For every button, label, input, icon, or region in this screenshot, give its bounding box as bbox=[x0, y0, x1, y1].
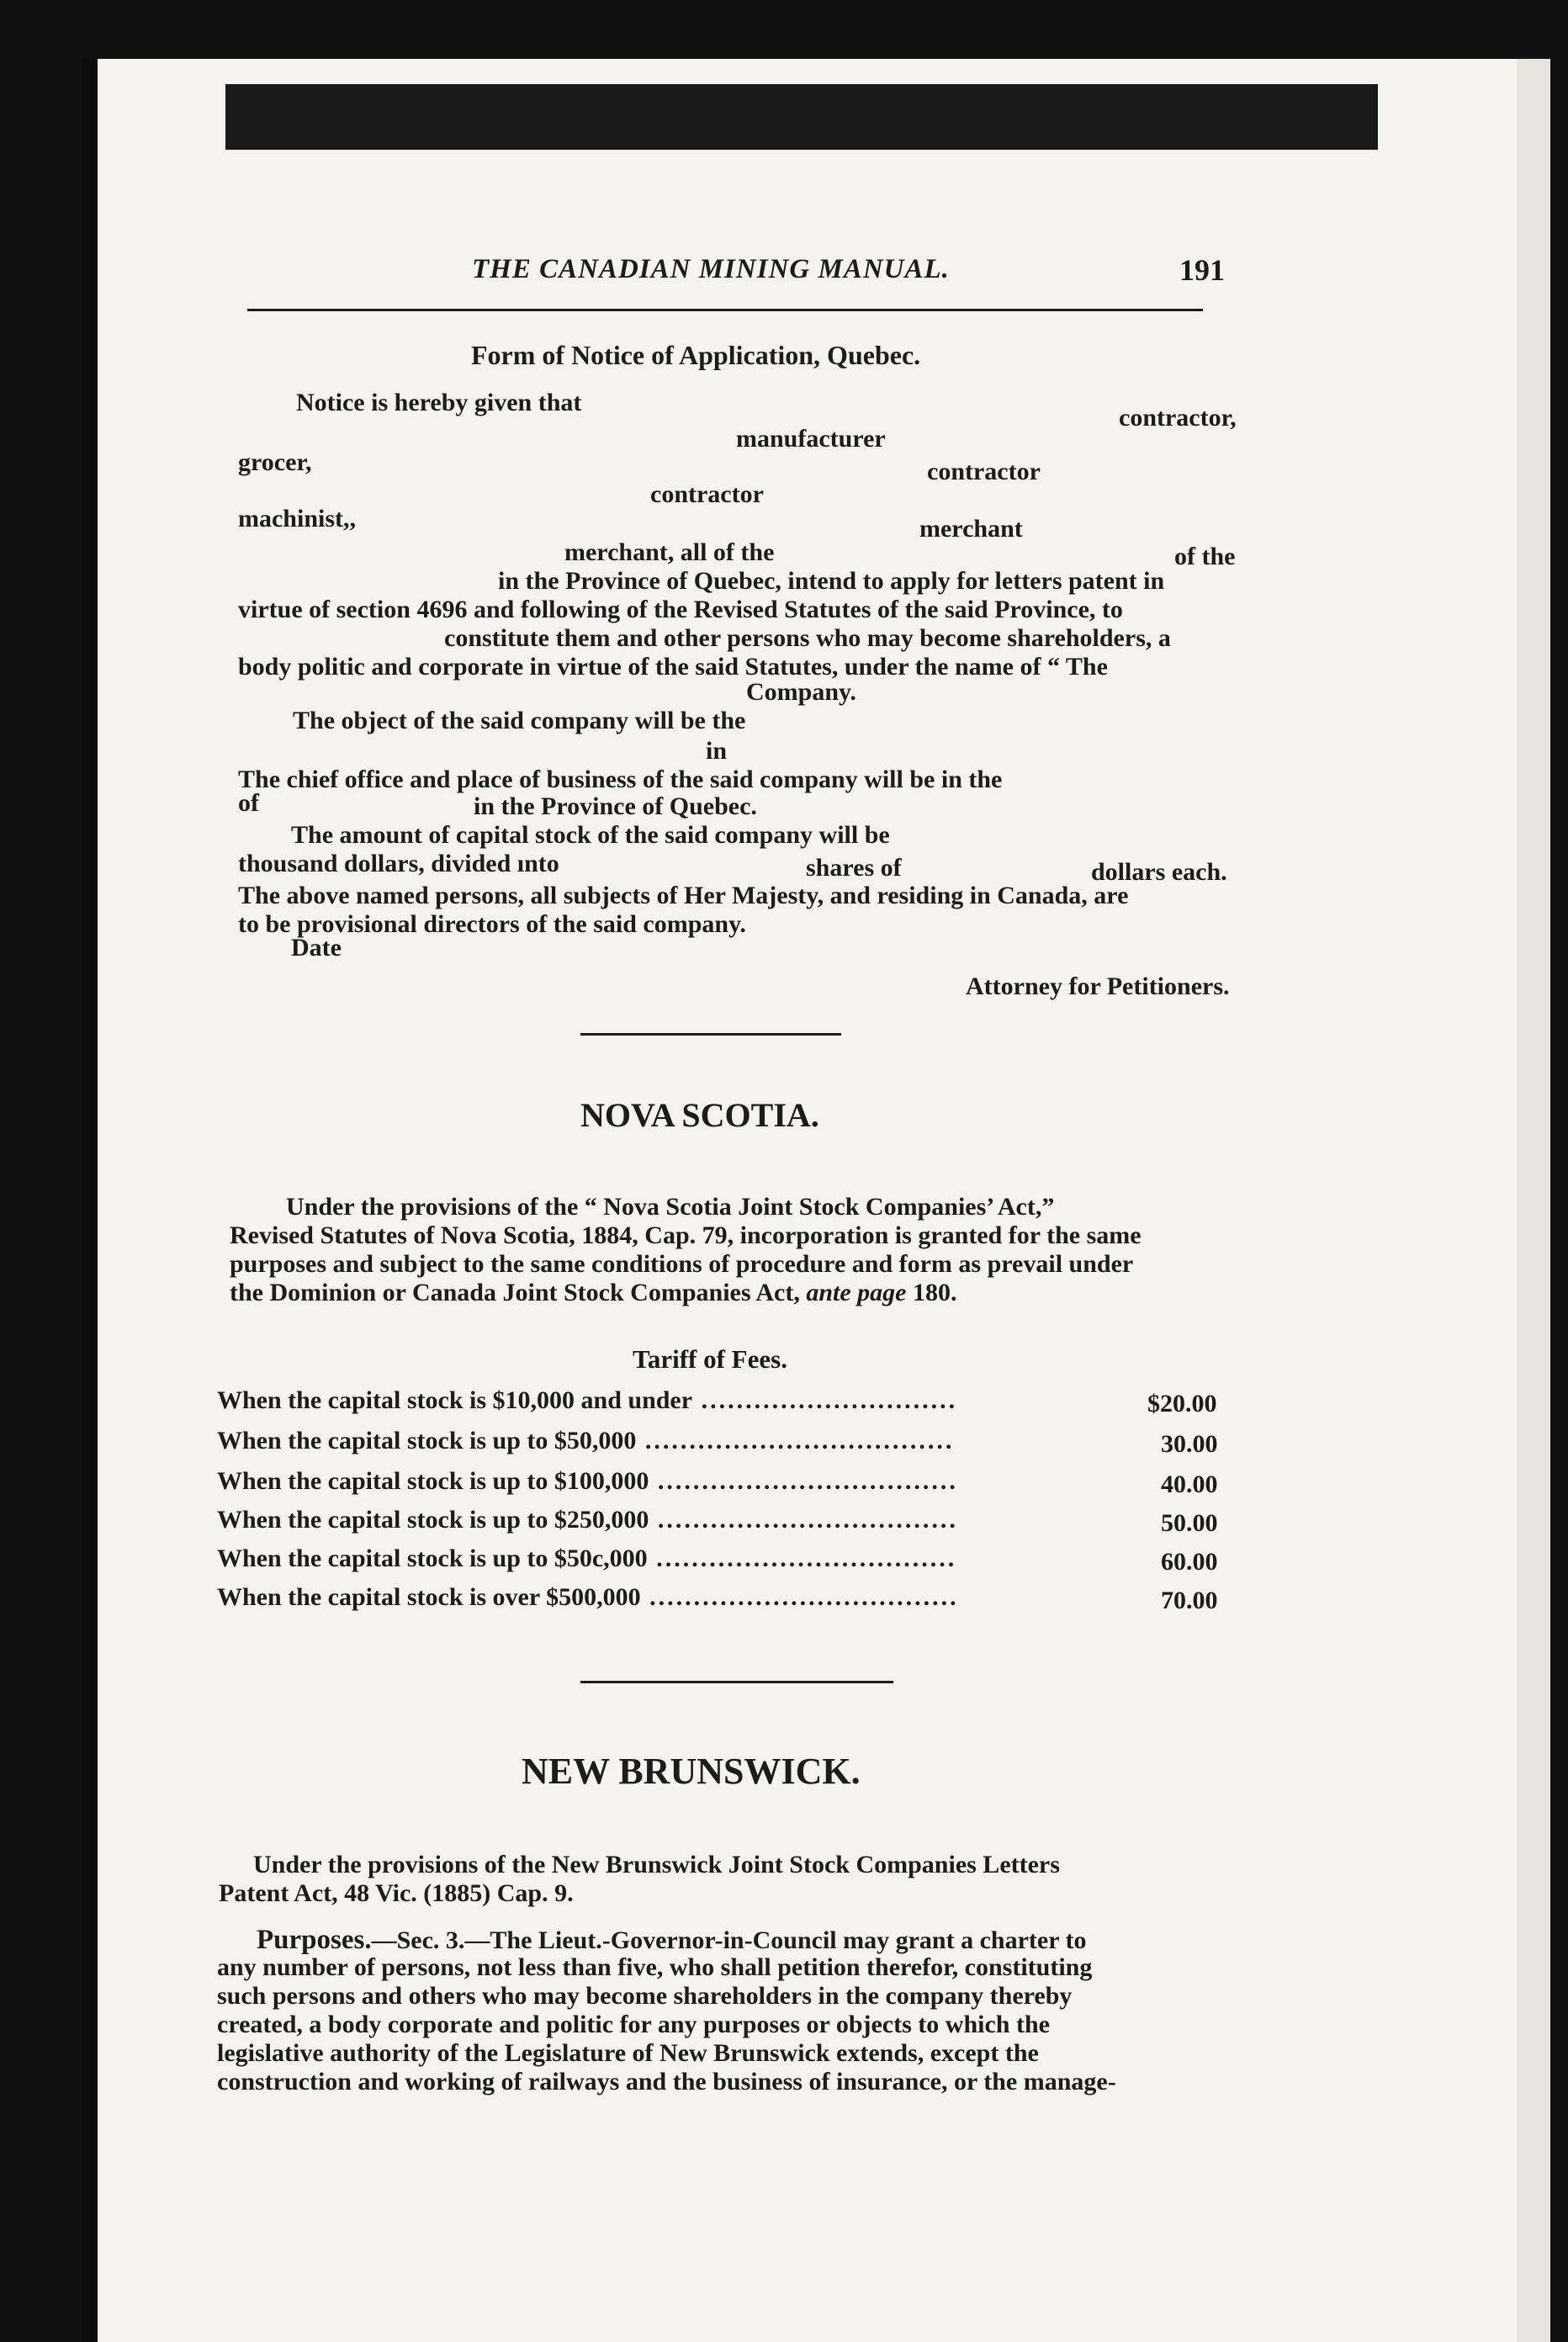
form-line: merchant, all of the bbox=[564, 538, 775, 566]
fee-label: When the capital stock is up to $50c,000 bbox=[217, 1545, 648, 1572]
fee-amount: 40.00 bbox=[1161, 1470, 1218, 1498]
form-line: merchant bbox=[919, 515, 1023, 543]
form-line: virtue of section 4696 and following of the Revised Statutes of the said Province, to bbox=[238, 596, 1123, 623]
nb-purposes-line: created, a body corporate and politic for any purposes or objects to which the bbox=[217, 2011, 1050, 2038]
fee-row bbox=[217, 1467, 958, 1496]
form-line: of the bbox=[1174, 543, 1236, 570]
fee-amount: 50.00 bbox=[1161, 1509, 1218, 1537]
fee-row bbox=[217, 1583, 959, 1612]
purposes-label: Purposes. bbox=[257, 1925, 372, 1955]
ns-para-italic: ante page bbox=[806, 1279, 907, 1306]
scanned-page bbox=[82, 59, 1550, 2342]
form-line: grocer, bbox=[238, 448, 312, 476]
section-divider bbox=[580, 1681, 893, 1683]
tariff-title: Tariff of Fees. bbox=[633, 1344, 787, 1374]
leader-dots: .................................. bbox=[649, 1467, 958, 1495]
purposes-text: —Sec. 3.—The Lieut.-Governor-in-Council may grant a charter to bbox=[371, 1926, 1087, 1954]
fee-amount: 30.00 bbox=[1161, 1430, 1218, 1458]
nb-purposes-line bbox=[257, 1925, 1086, 1956]
form-line: manufacturer bbox=[736, 425, 886, 453]
ns-para-line bbox=[230, 1279, 957, 1307]
leader-dots: ................................... bbox=[640, 1583, 959, 1611]
form-line: contractor bbox=[650, 480, 764, 508]
nb-intro-line: Patent Act, 48 Vic. (1885) Cap. 9. bbox=[219, 1879, 574, 1907]
fee-label: When the capital stock is up to $50,000 bbox=[217, 1427, 637, 1454]
form-line: The above named persons, all subjects of Her Majesty, and residing in Canada, are bbox=[238, 882, 1129, 909]
form-line: The chief office and place of business of the said company will be in the bbox=[238, 766, 1003, 793]
fee-row bbox=[217, 1427, 954, 1455]
nova-scotia-title: NOVA SCOTIA. bbox=[580, 1096, 819, 1134]
form-line: Company. bbox=[746, 678, 856, 706]
scan-border bbox=[225, 84, 1378, 150]
fee-label: When the capital stock is up to $100,000 bbox=[217, 1467, 649, 1495]
form-line: to be provisional directors of the said company. bbox=[238, 910, 746, 938]
fee-label: When the capital stock is up to $250,000 bbox=[217, 1506, 649, 1534]
form-line: shares of bbox=[806, 854, 902, 882]
form-line: contractor bbox=[927, 458, 1041, 485]
leader-dots: ................................... bbox=[636, 1427, 955, 1454]
ns-para-text: the Dominion or Canada Joint Stock Companies Act, bbox=[230, 1279, 800, 1306]
ns-para-end: 180. bbox=[913, 1279, 957, 1306]
fee-label: When the capital stock is $10,000 and under bbox=[217, 1386, 693, 1414]
form-line: The amount of capital stock of the said company will be bbox=[291, 821, 890, 849]
leader-dots: .................................. bbox=[647, 1545, 957, 1572]
nb-purposes-line: legislative authority of the Legislature of New Brunswick extends, except the bbox=[217, 2039, 1039, 2067]
running-title: THE CANADIAN MINING MANUAL. bbox=[472, 254, 950, 284]
form-line: body politic and corporate in virtue of the said Statutes, under the name of “ The bbox=[238, 653, 1108, 681]
nb-purposes-line: construction and working of railways and the business of insurance, or the manage- bbox=[217, 2068, 1116, 2096]
fee-amount: 70.00 bbox=[1161, 1587, 1218, 1614]
quebec-form-title: Form of Notice of Application, Quebec. bbox=[471, 340, 921, 370]
form-line: thousand dollars, divided ınto bbox=[238, 850, 559, 877]
page-number: 191 bbox=[1179, 253, 1225, 287]
form-line: of bbox=[238, 789, 259, 817]
form-line: dollars each. bbox=[1091, 858, 1227, 886]
form-line: contractor, bbox=[1119, 404, 1237, 432]
fee-amount: 60.00 bbox=[1161, 1548, 1218, 1576]
nb-intro-line: Under the provisions of the New Brunswick Joint Stock Companies Letters bbox=[253, 1851, 1060, 1878]
nb-purposes-line: such persons and others who may become shareholders in the company thereby bbox=[217, 1982, 1073, 2010]
page-edge bbox=[1517, 59, 1550, 2342]
header-rule bbox=[247, 309, 1203, 311]
form-line: The object of the said company will be the bbox=[293, 707, 746, 734]
form-line: machinist,, bbox=[238, 505, 357, 533]
fee-row bbox=[217, 1545, 956, 1573]
ns-para-line: purposes and subject to the same conditions of procedure and form as prevail under bbox=[230, 1250, 1134, 1278]
leader-dots: .................................. bbox=[649, 1506, 958, 1534]
form-line: in the Province of Quebec. bbox=[474, 792, 757, 820]
binding-shadow bbox=[82, 59, 98, 2342]
leader-dots: ............................. bbox=[692, 1386, 958, 1414]
section-divider bbox=[580, 1033, 841, 1036]
form-line: constitute them and other persons who may become shareholders, a bbox=[444, 624, 1171, 652]
form-line: Attorney for Petitioners. bbox=[966, 972, 1230, 1000]
ns-para-line: Revised Statutes of Nova Scotia, 1884, Cap. 79, incorporation is granted for the same bbox=[230, 1221, 1142, 1249]
fee-label: When the capital stock is over $500,000 bbox=[217, 1583, 641, 1611]
form-line: in the Province of Quebec, intend to apply for letters patent in bbox=[498, 567, 1165, 595]
fee-row bbox=[217, 1506, 958, 1534]
new-brunswick-title: NEW BRUNSWICK. bbox=[522, 1751, 861, 1792]
form-line: in bbox=[706, 737, 728, 765]
form-line: Date bbox=[291, 934, 342, 962]
nb-purposes-line: any number of persons, not less than five, who shall petition therefor, constituting bbox=[217, 1953, 1093, 1981]
fee-amount: $20.00 bbox=[1147, 1390, 1217, 1417]
form-line: Notice is hereby given that bbox=[296, 389, 582, 416]
fee-row bbox=[217, 1386, 957, 1415]
ns-para-line: Under the provisions of the “ Nova Scotia Joint Stock Companies’ Act,” bbox=[286, 1193, 1055, 1221]
